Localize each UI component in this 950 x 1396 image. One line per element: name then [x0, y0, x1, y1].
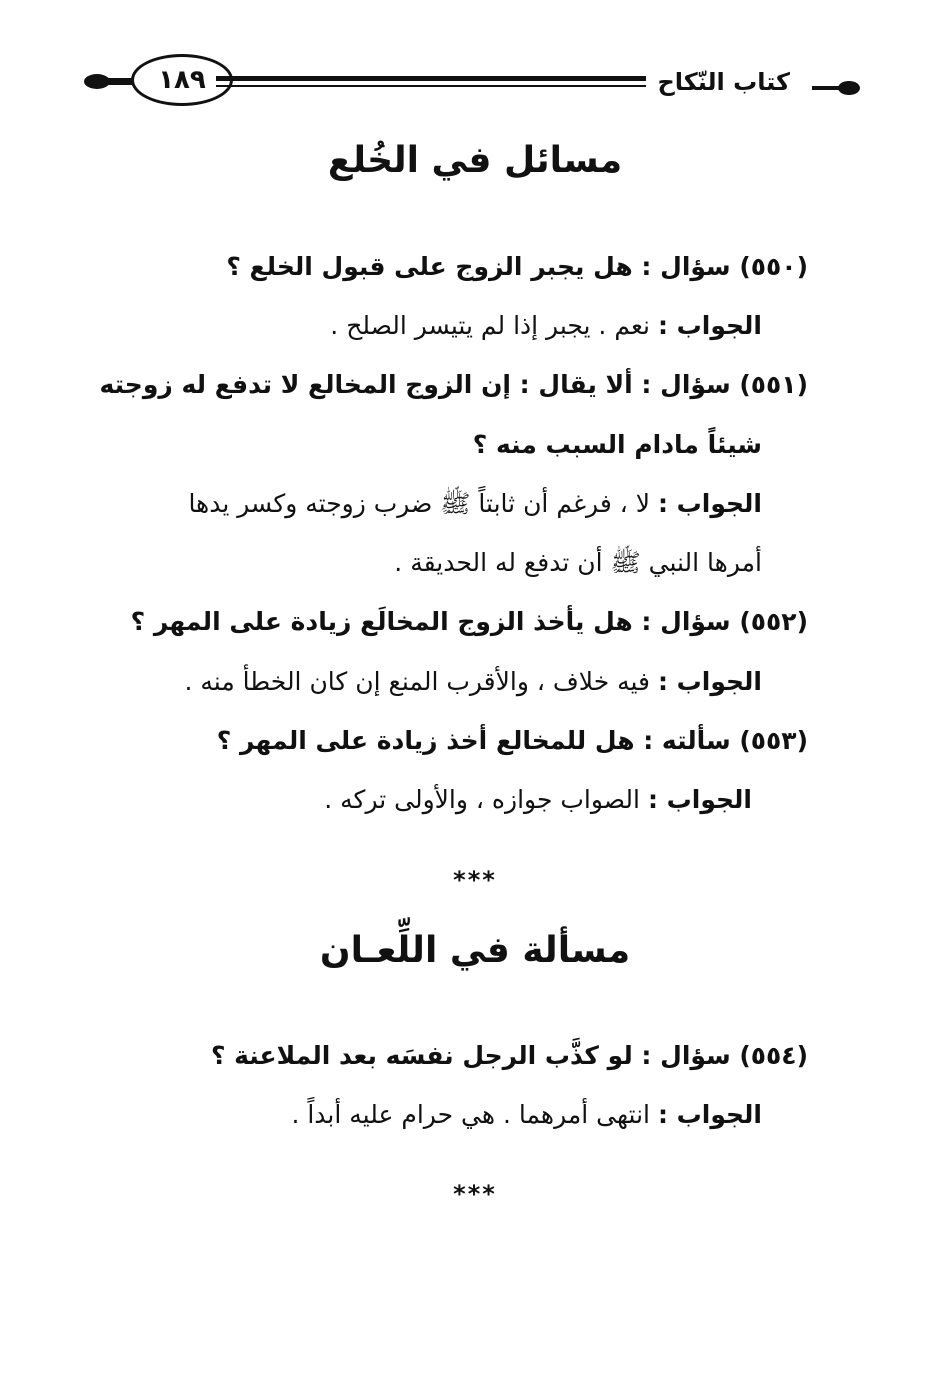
answer-551-line-2: أمرها النبي ﷺ أن تدفع له الحديقة . [394, 548, 762, 577]
answer-554 [291, 1095, 762, 1135]
header-ornament-right-dot [838, 81, 860, 95]
question-550: (٥٥٠) سؤال : هل يجبر الزوج على قبول الخلع ؟ [226, 252, 808, 281]
question-551-line-1: (٥٥١) سؤال : ألا يقال : إن الزوج المخالع لا تدفع له زوجته [99, 370, 808, 399]
answer-text: نعم . يجبر إذا لم يتيسر الصلح . [330, 311, 650, 340]
header-rule-thick [216, 76, 646, 81]
header-rule-thin [216, 85, 646, 87]
page-number: ١٨٩ [158, 65, 206, 95]
running-title: كتاب النّكاح [657, 68, 790, 96]
section-heading-khul: مسائل في الخُلع [327, 140, 623, 181]
question-554: (٥٥٤) سؤال : لو كذَّب الرجل نفسَه بعد الملاعنة ؟ [210, 1041, 808, 1070]
answer-text: لا ، فرغم أن ثابتاً ﷺ ضرب زوجته وكسر يدها [188, 489, 650, 518]
answer-text: انتهى أمرهما . هي حرام عليه أبداً . [291, 1100, 650, 1129]
section-separator: *** [453, 1180, 497, 1208]
answer-label: الجواب : [657, 1100, 762, 1129]
section-heading-lian: مسألة في اللِّعـان [319, 930, 631, 971]
section-separator: *** [453, 866, 497, 894]
answer-552 [185, 662, 763, 702]
question-552: (٥٥٢) سؤال : هل يأخذ الزوج المخالَع زيادة على المهر ؟ [130, 607, 808, 636]
answer-label: الجواب : [647, 785, 752, 814]
answer-label: الجواب : [657, 311, 762, 340]
answer-label: الجواب : [657, 667, 762, 696]
answer-553 [324, 780, 752, 820]
question-553: (٥٥٣) سألته : هل للمخالع أخذ زيادة على المهر ؟ [216, 726, 808, 755]
answer-text: الصواب جوازه ، والأولى تركه . [324, 785, 640, 814]
answer-label: الجواب : [657, 489, 762, 518]
answer-551-line-1 [188, 484, 762, 524]
answer-550 [330, 306, 762, 346]
answer-text: فيه خلاف ، والأقرب المنع إن كان الخطأ منه . [184, 667, 650, 696]
question-551-line-2: شيئاً مادام السبب منه ؟ [472, 430, 762, 459]
